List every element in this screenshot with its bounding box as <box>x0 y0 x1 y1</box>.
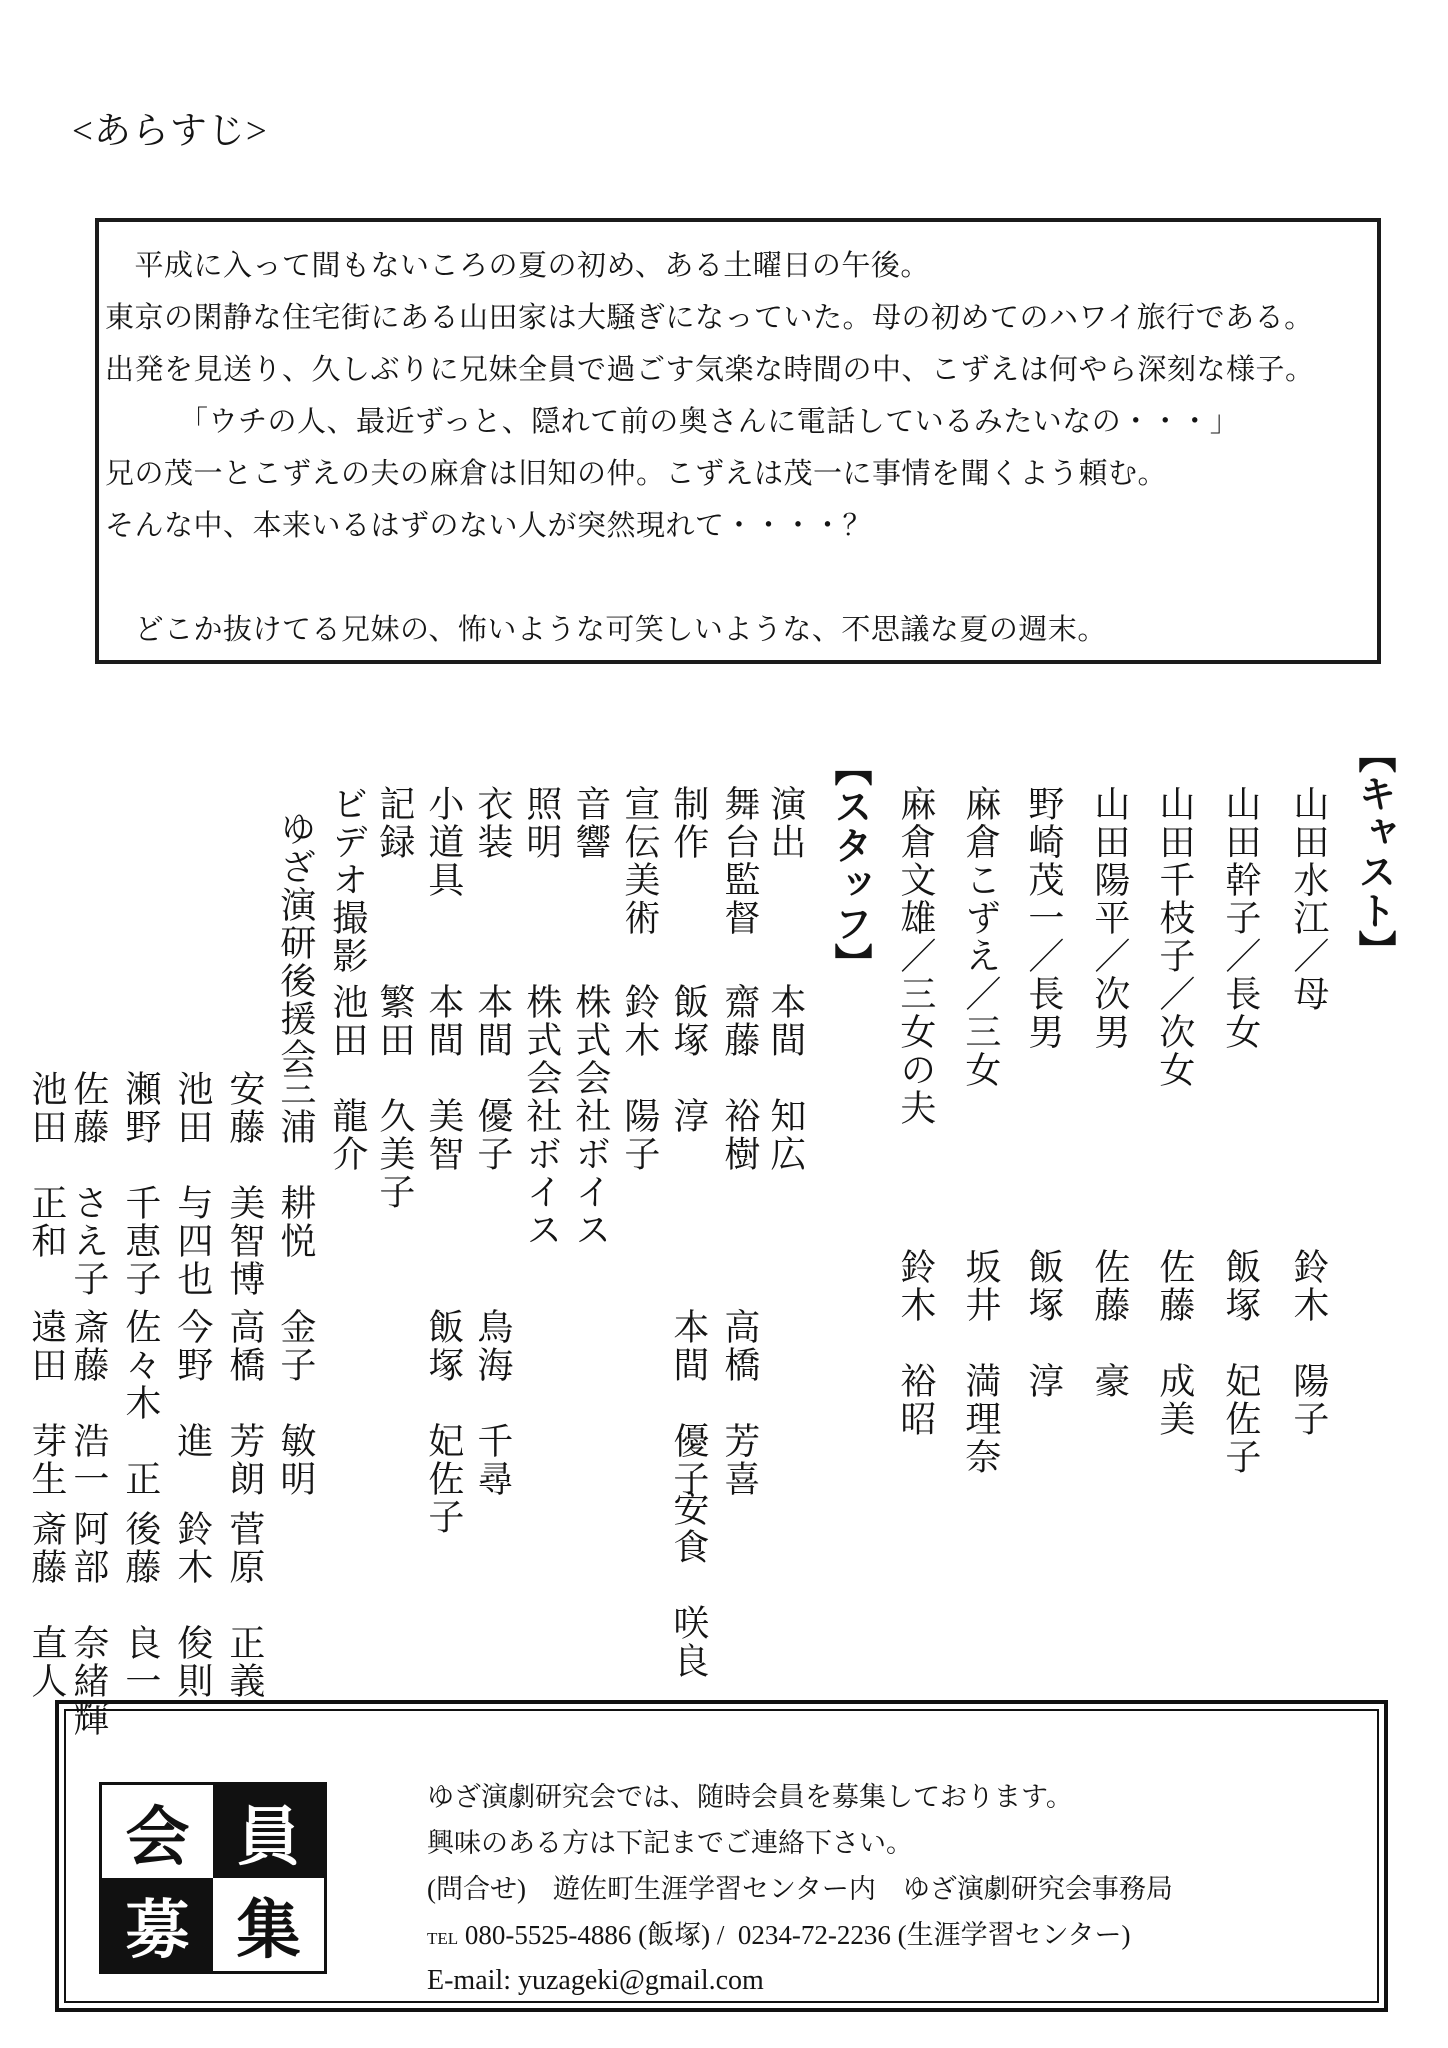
email-address: yuzageki@gmail.com <box>517 1965 764 1996</box>
staff-name: 鈴木 陽子 <box>619 983 660 1173</box>
supporter-name: 金子 敏明 <box>275 1308 316 1498</box>
synopsis-line <box>105 552 1371 604</box>
staff-role: 舞台監督 <box>719 785 760 937</box>
synopsis-line: 「ウチの人、最近ずっと、隠れて前の奥さんに電話しているみたいなの・・・」 <box>105 406 1240 438</box>
recruit-line-3: (問合せ) 遊佐町生涯学習センター内 ゆざ演劇研究会事務局 <box>427 1874 1173 1904</box>
staff-role: ビデオ撮影 <box>327 785 368 975</box>
staff-role: ゆざ演研後援会 <box>275 810 316 1076</box>
cast-role: 麻倉こずえ／三女 <box>960 785 1001 1089</box>
synopsis-line: 兄の茂一とこずえの夫の麻倉は旧知の仲。こずえは茂一に事情を聞くよう頼む。 <box>105 458 1168 490</box>
staff-role: 記録 <box>374 785 415 861</box>
recruit-line-tel <box>427 1912 1173 1958</box>
staff-name: 本間 知広 <box>765 983 806 1173</box>
cast-role: 野崎茂一／長男 <box>1023 785 1064 1051</box>
logo-char: 員 <box>213 1785 324 1878</box>
tel-numbers: 080-5525-4886 (飯塚) / 0234-72-2236 (生涯学習センター) <box>458 1920 1131 1950</box>
cast-role: 山田幹子／長女 <box>1220 785 1261 1051</box>
staff-role: 照明 <box>521 785 562 861</box>
staff-name: 繁田 久美子 <box>374 983 415 1211</box>
supporter-name: 今野 進 <box>172 1308 213 1460</box>
tel-label: TEL <box>427 1929 459 1948</box>
recruit-line-2: 興味のある方は下記までご連絡下さい。 <box>427 1828 913 1858</box>
supporter-name: 池田 正和 <box>26 1070 67 1260</box>
supporter-name: 鈴木 俊則 <box>172 1510 213 1700</box>
staff-name: 飯塚 淳 <box>668 983 709 1135</box>
synopsis-line: そんな中、本来いるはずのない人が突然現れて・・・・？ <box>105 510 873 542</box>
supporter-name: 斎藤 浩一 <box>68 1308 109 1498</box>
supporter-name: 後藤 良一 <box>120 1510 161 1700</box>
synopsis-line: どこか抜けてる兄妹の、怖いような可笑しいような、不思議な夏の週末。 <box>105 614 1107 646</box>
supporter-name: 佐藤 さえ子 <box>68 1070 109 1298</box>
staff-role: 宣伝美術 <box>619 785 660 937</box>
staff-role: 音響 <box>570 785 611 861</box>
cast-actor: 佐藤 豪 <box>1089 1248 1130 1400</box>
cast-actor: 飯塚 妃佐子 <box>1220 1248 1261 1476</box>
supporter-name: 池田 与四也 <box>172 1070 213 1298</box>
staff-role: 小道具 <box>423 785 464 899</box>
email-label: E-mail: <box>427 1965 518 1996</box>
supporter-name: 佐々木 正 <box>120 1308 161 1498</box>
synopsis-line: 出発を見送り、久しぶりに兄妹全員で過ごす気楽な時間の中、こずえは何やら深刻な様子。 <box>105 354 1315 386</box>
synopsis-heading: <あらすじ> <box>72 111 268 152</box>
staff-name: 株式会社ボイス <box>570 983 611 1249</box>
cast-role: 麻倉文雄／三女の夫 <box>895 785 936 1127</box>
cast-actor: 鈴木 陽子 <box>1288 1248 1329 1438</box>
staff-name: 本間 優子 <box>472 983 513 1173</box>
staff-name: 株式会社ボイス <box>521 983 562 1249</box>
cast-actor: 飯塚 淳 <box>1023 1248 1064 1400</box>
cast-role: 山田陽平／次男 <box>1089 785 1130 1051</box>
staff-name: 池田 龍介 <box>327 983 368 1173</box>
staff-name: 鳥海 千尋 <box>472 1308 513 1498</box>
synopsis-line: 東京の閑静な住宅街にある山田家は大騒ぎになっていた。母の初めてのハワイ旅行である。 <box>105 302 1314 334</box>
staff-name: 高橋 芳喜 <box>719 1308 760 1498</box>
logo-char: 会 <box>102 1785 213 1878</box>
cast-actor: 鈴木 裕昭 <box>895 1248 936 1438</box>
staff-name: 齋藤 裕樹 <box>719 983 760 1173</box>
recruit-line-1: ゆざ演劇研究会では、随時会員を募集しております。 <box>427 1782 1073 1812</box>
supporter-name: 遠田 芽生 <box>26 1308 67 1498</box>
staff-role: 衣装 <box>472 785 513 861</box>
cast-role: 山田千枝子／次女 <box>1154 785 1195 1089</box>
staff-name: 本間 美智 <box>423 983 464 1173</box>
cast-actor: 佐藤 成美 <box>1154 1248 1195 1438</box>
logo-char: 集 <box>213 1878 324 1971</box>
staff-role: 演出 <box>765 785 806 861</box>
supporter-name: 安藤 美智博 <box>224 1070 265 1298</box>
supporter-name: 瀬野 千恵子 <box>120 1070 161 1298</box>
staff-role: 制作 <box>668 785 709 861</box>
staff-header: 【スタッフ】 <box>828 748 871 982</box>
supporter-name: 阿部 奈緒輝 <box>68 1510 109 1738</box>
synopsis-line: 平成に入って間もないころの夏の初め、ある土曜日の午後。 <box>105 250 930 282</box>
cast-role: 山田水江／母 <box>1288 785 1329 1013</box>
logo-char: 募 <box>102 1878 213 1971</box>
member-recruitment-logo <box>99 1782 327 1974</box>
staff-name: 安食 咲良 <box>668 1490 709 1680</box>
supporter-name: 菅原 正義 <box>224 1510 265 1700</box>
staff-name: 飯塚 妃佐子 <box>423 1308 464 1536</box>
staff-name: 本間 優子 <box>668 1308 709 1498</box>
cast-actor: 坂井 満理奈 <box>960 1248 1001 1476</box>
recruitment-text <box>427 1774 1173 2004</box>
supporter-name: 斎藤 直人 <box>26 1510 67 1700</box>
recruitment-box <box>55 1700 1388 2012</box>
synopsis-box <box>95 218 1381 664</box>
supporter-name: 三浦 耕悦 <box>275 1070 316 1260</box>
recruit-line-email <box>427 1958 1173 2004</box>
supporter-name: 高橋 芳朗 <box>224 1308 265 1498</box>
cast-header: 【キャスト】 <box>1352 735 1395 969</box>
